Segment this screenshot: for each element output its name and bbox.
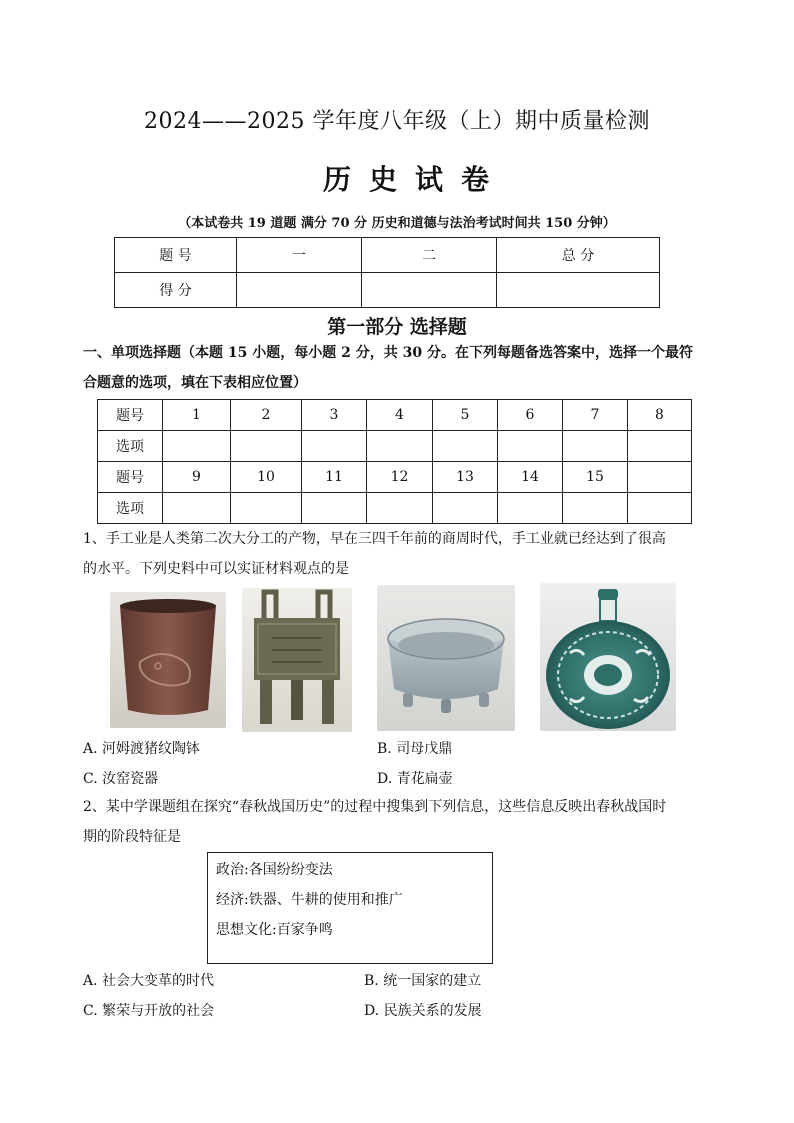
section-heading-line1: 一、单项选择题（本题 15 小题，每小题 2 分，共 30 分。在下列每题备选答案中，选择一个最符 xyxy=(83,345,693,361)
answer-blank[interactable] xyxy=(367,493,433,524)
q2-stem-line1: 2、某中学课题组在探究“春秋战国历史”的过程中搜集到下列信息，这些信息反映出春秋战国时 xyxy=(83,799,667,815)
q1-option-d[interactable]: D. 青花扁壶 xyxy=(377,771,453,787)
info-line-politics: 政治:各国纷纷变法 xyxy=(216,862,333,878)
subject-title: 历史试卷 xyxy=(322,163,507,196)
info-line-culture: 思想文化:百家争鸣 xyxy=(216,922,333,938)
answer-blank[interactable] xyxy=(433,493,498,524)
pottery-bowl-image xyxy=(110,592,226,728)
score-table xyxy=(114,237,660,308)
answer-blank[interactable] xyxy=(563,493,628,524)
answer-blank[interactable] xyxy=(563,431,628,462)
answer-table xyxy=(97,399,692,524)
answer-cell: 5 xyxy=(433,400,498,431)
score-cell: 总 分 xyxy=(497,238,660,273)
answer-cell: 1 xyxy=(163,400,231,431)
answer-blank[interactable] xyxy=(433,431,498,462)
celadon-ware-image xyxy=(377,585,515,731)
answer-blank[interactable] xyxy=(498,493,563,524)
q2-option-c[interactable]: C. 繁荣与开放的社会 xyxy=(83,1003,215,1019)
answer-blank[interactable] xyxy=(302,431,367,462)
q2-option-a[interactable]: A. 社会大变革的时代 xyxy=(83,973,215,989)
answer-cell: 8 xyxy=(628,400,692,431)
answer-cell: 选项 xyxy=(98,431,163,462)
answer-cell: 13 xyxy=(433,462,498,493)
q2-stem-line2: 期的阶段特征是 xyxy=(83,829,181,845)
answer-table-row xyxy=(98,431,692,462)
score-blank[interactable] xyxy=(497,273,660,308)
score-cell: 一 xyxy=(237,238,362,273)
answer-cell: 12 xyxy=(367,462,433,493)
answer-blank[interactable] xyxy=(231,431,302,462)
answer-table-row xyxy=(98,400,692,431)
answer-cell: 题号 xyxy=(98,400,163,431)
score-blank[interactable] xyxy=(237,273,362,308)
q2-option-d[interactable]: D. 民族关系的发展 xyxy=(364,1003,482,1019)
answer-table-row xyxy=(98,462,692,493)
answer-blank[interactable] xyxy=(163,493,231,524)
answer-cell: 15 xyxy=(563,462,628,493)
q1-stem-line2: 的水平。下列史料中可以实证材料观点的是 xyxy=(83,561,349,577)
answer-table-row xyxy=(98,493,692,524)
score-cell: 二 xyxy=(362,238,497,273)
score-cell: 得 分 xyxy=(115,273,237,308)
bronze-ding-image xyxy=(242,588,352,732)
answer-blank[interactable] xyxy=(231,493,302,524)
exam-title: 2024——2025 学年度八年级（上）期中质量检测 xyxy=(144,109,650,134)
q2-option-b[interactable]: B. 统一国家的建立 xyxy=(364,973,482,989)
q1-option-c[interactable]: C. 汝窑瓷器 xyxy=(83,771,159,787)
score-cell: 题 号 xyxy=(115,238,237,273)
answer-cell: 9 xyxy=(163,462,231,493)
score-blank[interactable] xyxy=(362,273,497,308)
answer-cell: 2 xyxy=(231,400,302,431)
part-title: 第一部分 选择题 xyxy=(327,316,467,338)
answer-cell: 14 xyxy=(498,462,563,493)
score-table-header-row xyxy=(115,238,660,273)
answer-cell: 3 xyxy=(302,400,367,431)
answer-blank[interactable] xyxy=(302,493,367,524)
answer-blank[interactable] xyxy=(628,431,692,462)
answer-cell: 6 xyxy=(498,400,563,431)
answer-cell: 11 xyxy=(302,462,367,493)
answer-cell: 7 xyxy=(563,400,628,431)
section-heading-line2: 合题意的选项，填在下表相应位置） xyxy=(83,375,307,391)
answer-cell xyxy=(628,462,692,493)
q1-option-b[interactable]: B. 司母戊鼎 xyxy=(377,741,453,757)
answer-blank[interactable] xyxy=(498,431,563,462)
answer-blank[interactable] xyxy=(628,493,692,524)
answer-blank[interactable] xyxy=(163,431,231,462)
score-table-score-row xyxy=(115,273,660,308)
answer-blank[interactable] xyxy=(367,431,433,462)
blue-white-flask-image xyxy=(540,583,676,731)
q1-option-a[interactable]: A. 河姆渡猪纹陶钵 xyxy=(83,741,201,757)
q1-stem-line1: 1、手工业是人类第二次大分工的产物，早在三四千年前的商周时代，手工业就已经达到了很高 xyxy=(83,531,666,547)
q2-info-box xyxy=(207,852,493,964)
answer-cell: 4 xyxy=(367,400,433,431)
answer-cell: 题号 xyxy=(98,462,163,493)
exam-info: （本试卷共 19 道题 满分 70 分 历史和道德与法治考试时间共 150 分钟） xyxy=(178,216,616,231)
info-line-economy: 经济:铁器、牛耕的使用和推广 xyxy=(216,892,403,908)
answer-cell: 10 xyxy=(231,462,302,493)
answer-cell: 选项 xyxy=(98,493,163,524)
